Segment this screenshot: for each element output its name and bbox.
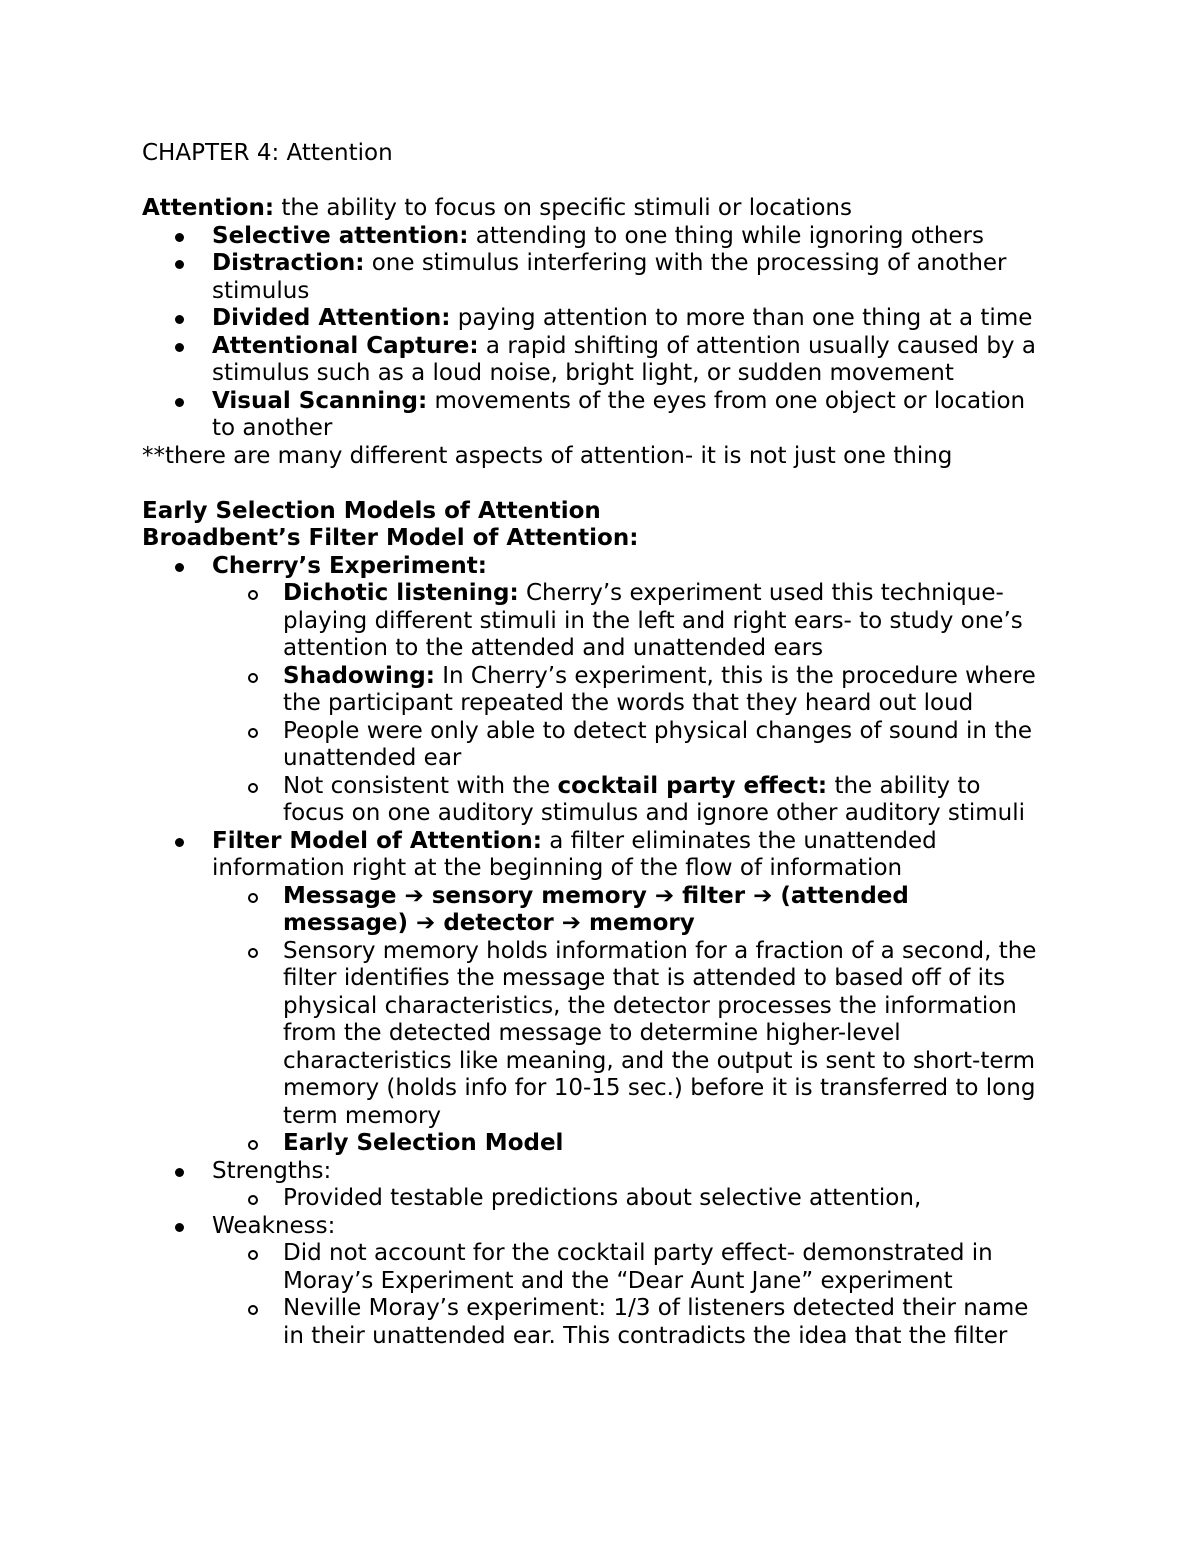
- aspects-note: **there are many different aspects of attention- it is not just one thing: [142, 442, 953, 469]
- sub-early-selection-model: Early Selection Model: [142, 1130, 1082, 1158]
- attention-text: the ability to focus on specific stimuli or locations: [274, 195, 852, 221]
- spacer: [142, 470, 1082, 498]
- sub-filter-description: Sensory memory holds information for a fraction of a second, the filter identifies the message that is attended to based off of its physical characteristics, the detector processes the information from the detected message to determine higher-level characteristics like meaning, and the output is sent to short-term memory (holds info for 10-15 sec.) before it is transferred to long term memory: [142, 938, 1082, 1131]
- bullet-divided-attention: Divided Attention: paying attention to more than one thing at a time: [142, 305, 1082, 333]
- sub-physical-changes: People were only able to detect physical changes of sound in the unattended ear: [142, 718, 1082, 773]
- sub-dichotic-listening: Dichotic listening: Cherry’s experiment used this technique- playing different stimuli in the left and right ears- to study one’s attention to the attended and unattended ears: [142, 580, 1082, 663]
- bullet-selective-attention: Selective attention: attending to one thing while ignoring others: [142, 223, 1082, 251]
- document-page: [142, 140, 1082, 1350]
- sub-strength-item: Provided testable predictions about selective attention,: [142, 1185, 1082, 1213]
- subsection-heading: Broadbent’s Filter Model of Attention:: [142, 525, 639, 551]
- section-heading: Early Selection Models of Attention: [142, 497, 601, 524]
- spacer: [142, 168, 1082, 196]
- bullet-distraction: Distraction: one stimulus interfering with the processing of another stimulus: [142, 250, 1082, 305]
- bullet-weakness: Weakness:: [142, 1213, 1082, 1241]
- bullet-visual-scanning: Visual Scanning: movements of the eyes from one object or location to another: [142, 388, 1082, 443]
- chapter-title: CHAPTER 4: Attention: [142, 140, 393, 166]
- attention-term: Attention:: [142, 195, 275, 221]
- bullet-attentional-capture: Attentional Capture: a rapid shifting of attention usually caused by a stimulus such as a loud noise, bright light, or sudden movement: [142, 333, 1082, 388]
- sub-weakness-cocktail: Did not account for the cocktail party effect- demonstrated in Moray’s Experiment and the “Dear Aunt Jane” experiment: [142, 1240, 1082, 1295]
- sub-filter-flow: Message ➔ sensory memory ➔ filter ➔ (attended message) ➔ detector ➔ memory: [142, 883, 1082, 938]
- bullet-filter-model: Filter Model of Attention: a filter eliminates the unattended information right at the beginning of the flow of information: [142, 828, 1082, 883]
- sub-cocktail-party: Not consistent with the cocktail party effect: the ability to focus on one auditory stimulus and ignore other auditory stimuli: [142, 773, 1082, 828]
- sub-weakness-moray: Neville Moray’s experiment: 1/3 of listeners detected their name in their unattended ear. This contradicts the idea that the filter: [142, 1295, 1082, 1350]
- sub-shadowing: Shadowing: In Cherry’s experiment, this is the procedure where the participant repeated the words that they heard out loud: [142, 663, 1082, 718]
- attention-definition: [142, 195, 1082, 223]
- bullet-strengths: Strengths:: [142, 1158, 1082, 1186]
- bullet-cherry-experiment: Cherry’s Experiment:: [142, 553, 1082, 581]
